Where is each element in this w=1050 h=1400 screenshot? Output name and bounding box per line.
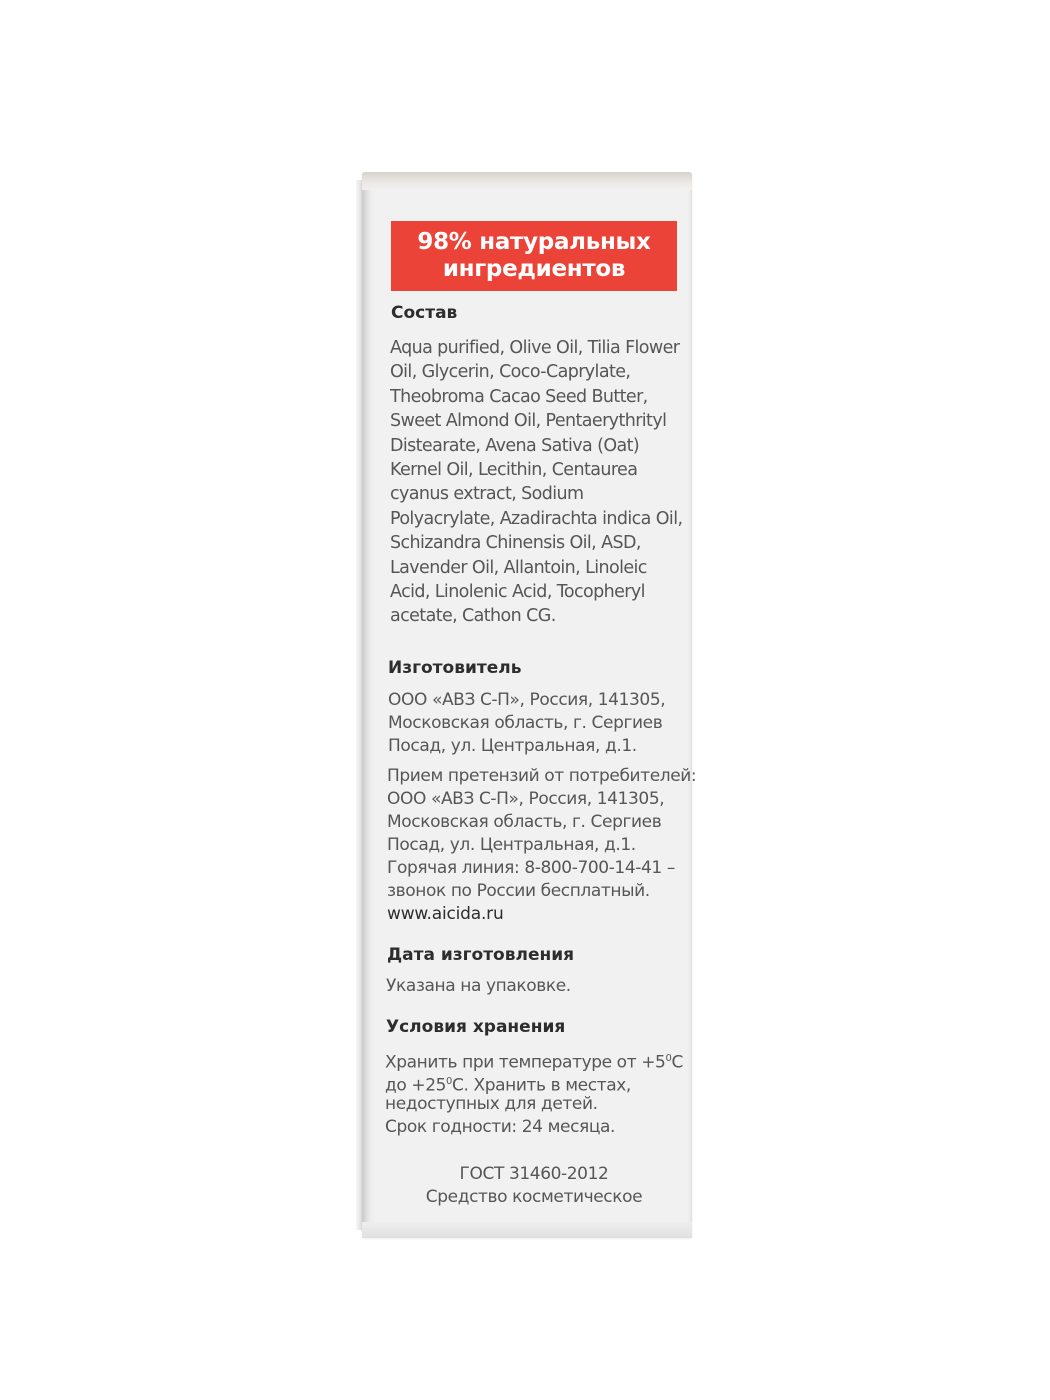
composition-line: Oil, Glycerin, Coco-Caprylate, [390, 362, 631, 383]
composition-line: Kernel Oil, Lecithin, Centaurea [390, 459, 638, 480]
website-link[interactable] [387, 903, 504, 926]
claims-line: Горячая линия: 8-800-700-14-41 – [387, 858, 675, 878]
storage-line-4: Срок годности: 24 месяца. [385, 1117, 616, 1137]
composition-heading: Состав [391, 303, 458, 323]
composition-line: Acid, Linolenic Acid, Tocopheryl [390, 581, 645, 602]
production-date-value: Указана на упаковке. [386, 976, 571, 996]
claims-line: Посад, ул. Центральная, д.1. [387, 835, 636, 855]
storage-line-2: до $+25^0С$. Хранить в местах, [385, 1075, 631, 1096]
natural-ingredients-banner [391, 221, 677, 291]
banner-line-1: 98% натуральных [417, 229, 651, 255]
manufacturer-heading: Изготовитель [388, 658, 522, 678]
claims-line: звонок по России бесплатный. [387, 881, 650, 901]
box-top-flap [362, 172, 692, 190]
claims-line: Московская область, г. Сергиев [387, 812, 662, 832]
footer [390, 1163, 678, 1209]
product-type-text: Средство косметическое [425, 1187, 643, 1207]
storage-text [385, 1047, 683, 1139]
address-line: Посад, ул. Центральная, д.1. [388, 736, 637, 756]
composition-line: Distearate, Avena Sativa (Oat) [390, 435, 640, 456]
manufacturer-address [388, 689, 665, 758]
composition-line: Polyacrylate, Azadirachta indica Oil, [390, 508, 683, 529]
claims-line: Прием претензий от потребителей: [387, 766, 697, 786]
composition-line: Aqua purified, Olive Oil, Tilia Flower [390, 338, 680, 358]
composition-line: Lavender Oil, Allantoin, Linoleic [390, 557, 647, 578]
website-text[interactable]: www.aicida.ru [387, 904, 504, 924]
composition-text [390, 336, 682, 629]
production-date-heading: Дата изготовления [387, 945, 575, 965]
storage-line-1: Хранить при температуре от $+5^0С$ [385, 1052, 683, 1073]
banner-line-2: ингредиентов [442, 256, 626, 282]
claims-address [387, 765, 696, 903]
storage-heading: Условия хранения [386, 1017, 566, 1037]
composition-line: cyanus extract, Sodium [390, 484, 584, 505]
production-date-text [386, 975, 571, 998]
composition-line: Sweet Almond Oil, Pentaerythrityl [390, 411, 667, 432]
address-line: ООО «АВЗ С-П», Россия, 141305, [388, 690, 666, 710]
gost-text: ГОСТ 31460-2012 [459, 1164, 609, 1184]
address-line: Московская область, г. Сергиев [388, 713, 663, 733]
storage-line-3: недоступных для детей. [385, 1094, 598, 1114]
composition-line: acetate, Cathon CG. [390, 606, 556, 627]
claims-line: ООО «АВЗ С-П», Россия, 141305, [387, 789, 665, 809]
composition-line: Schizandra Chinensis Oil, ASD, [390, 533, 641, 554]
box-bottom-edge [362, 1222, 692, 1238]
composition-line: Theobroma Cacao Seed Butter, [390, 386, 648, 407]
